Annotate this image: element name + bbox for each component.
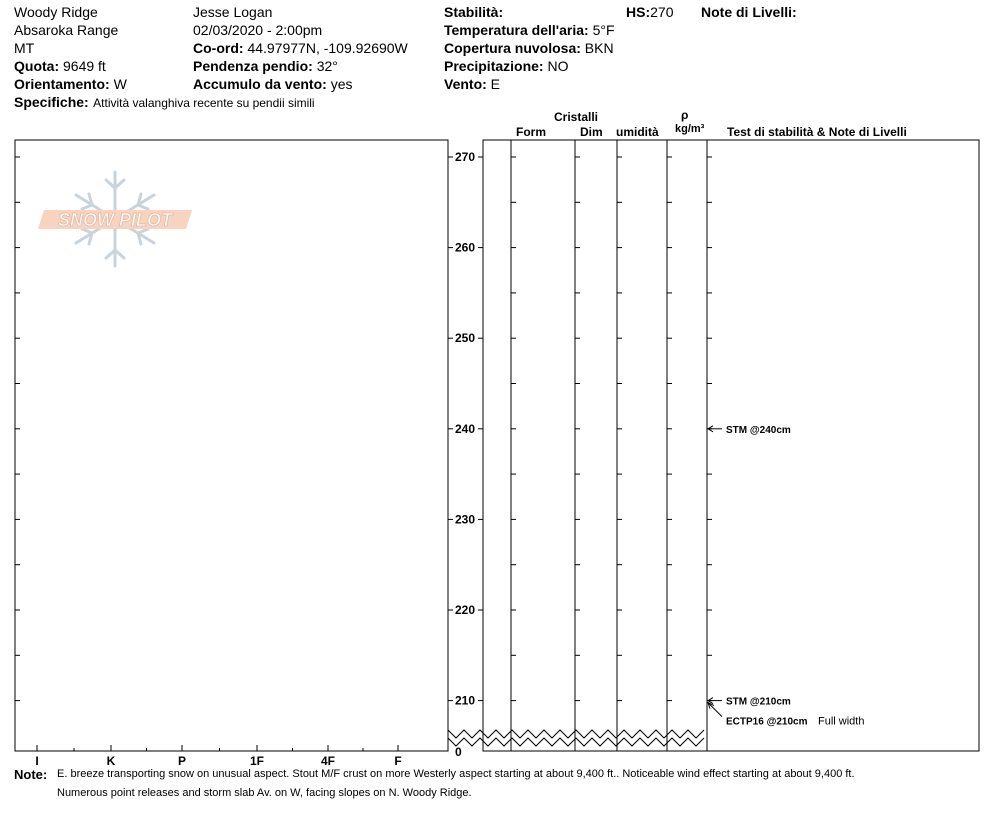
- air-temp-label: Temperatura dell'aria:: [444, 22, 589, 38]
- precip-label: Precipitazione:: [444, 58, 544, 74]
- specifics-value: Attività valanghiva recente su pendii simili: [93, 96, 315, 110]
- density-unit: kg/m³: [675, 123, 705, 135]
- slope-value: 32°: [316, 58, 338, 74]
- size-header: Dim: [580, 125, 603, 139]
- depth-axis: [448, 150, 483, 759]
- grid-ticks: [511, 157, 712, 701]
- stability-test-label: ECTP16 @210cm: [726, 716, 808, 728]
- moisture-header: umidità: [616, 125, 659, 139]
- observation-datetime: 02/03/2020 - 2:00pm: [193, 22, 323, 38]
- depth-tick-label: 250: [455, 331, 476, 346]
- hardness-graph-frame: [15, 140, 448, 751]
- stability-test-markers: [708, 425, 864, 728]
- stability-test-label: STM @240cm: [726, 424, 791, 436]
- wind-label: Vento:: [444, 76, 487, 92]
- depth-tick-label: 220: [455, 603, 476, 617]
- snowpilot-logo: [38, 172, 192, 266]
- depth-tick-label: 270: [455, 150, 476, 164]
- depth-tick-label: 210: [455, 693, 476, 708]
- depth-tick-label: 240: [455, 421, 476, 436]
- slope-label: Pendenza pendio:: [193, 58, 313, 74]
- notes-line-2: Numerous point releases and storm slab Av. on W, facing slopes on N. Woody Ridge.: [57, 787, 472, 799]
- wind-loading-value: yes: [330, 76, 353, 92]
- depth-tick-label: 260: [455, 240, 476, 255]
- hardness-tick-label: 4F: [320, 754, 336, 768]
- logo-text: SNOW PILOT: [58, 210, 172, 230]
- notes-label: Note:: [14, 767, 48, 782]
- hs-value: 270: [650, 4, 674, 20]
- hardness-axis: [35, 745, 401, 768]
- stability-tests-header: Test di stabilità & Note di Livelli: [727, 125, 907, 139]
- hardness-tick-label: F: [394, 754, 402, 768]
- aspect-value: W: [113, 76, 127, 92]
- stability-arrow: [708, 703, 722, 717]
- profile-column-dividers: [511, 140, 707, 751]
- stability-test-note: Full width: [818, 715, 865, 728]
- elevation-value: 9649 ft: [63, 58, 106, 74]
- wind-loading-label: Accumulo da vento:: [193, 76, 327, 92]
- profile-grid-frame: [483, 140, 979, 751]
- cloud-label: Copertura nuvolosa:: [444, 40, 581, 56]
- hardness-tick-label: P: [177, 754, 187, 768]
- precip-value: NO: [547, 58, 569, 74]
- stability-test-label: STM @210cm: [726, 696, 791, 708]
- cloud-value: BKN: [584, 40, 614, 56]
- aspect-label: Orientamento:: [14, 76, 110, 92]
- left-minor-ticks: [15, 157, 20, 701]
- observer-name: Jesse Logan: [193, 4, 273, 20]
- depth-zero-label: 0: [455, 745, 462, 759]
- density-symbol: ρ: [681, 108, 689, 122]
- specifics-label: Specifiche:: [14, 94, 89, 110]
- crystals-header: Cristalli: [554, 110, 599, 124]
- state-name: MT: [14, 40, 35, 56]
- hardness-tick-label: I: [35, 754, 39, 768]
- wind-value: E: [490, 76, 501, 92]
- location-name: Woody Ridge: [14, 4, 98, 20]
- layer-notes-label: Note di Livelli:: [701, 4, 797, 20]
- form-header: Form: [516, 125, 546, 139]
- range-name: Absaroka Range: [14, 22, 119, 38]
- hs-label: HS:: [626, 4, 651, 20]
- coordinates-label: Co-ord:: [193, 40, 244, 56]
- notes-line-1: E. breeze transporting snow on unusual aspect. Stout M/F crust on more Westerly aspect starting at about 9,400 ft.. Noticeable wind effect starting at about 9,400 ft.: [57, 768, 855, 780]
- air-temp-value: 5°F: [592, 22, 615, 38]
- hardness-tick-label: 1F: [249, 754, 265, 768]
- depth-break-marker: [448, 730, 704, 746]
- depth-tick-label: 230: [455, 512, 476, 527]
- stability-label: Stabilità:: [444, 4, 504, 20]
- hardness-tick-label: K: [106, 754, 116, 768]
- coordinates-value: 44.97977N, -109.92690W: [247, 40, 408, 56]
- elevation-label: Quota:: [14, 58, 60, 74]
